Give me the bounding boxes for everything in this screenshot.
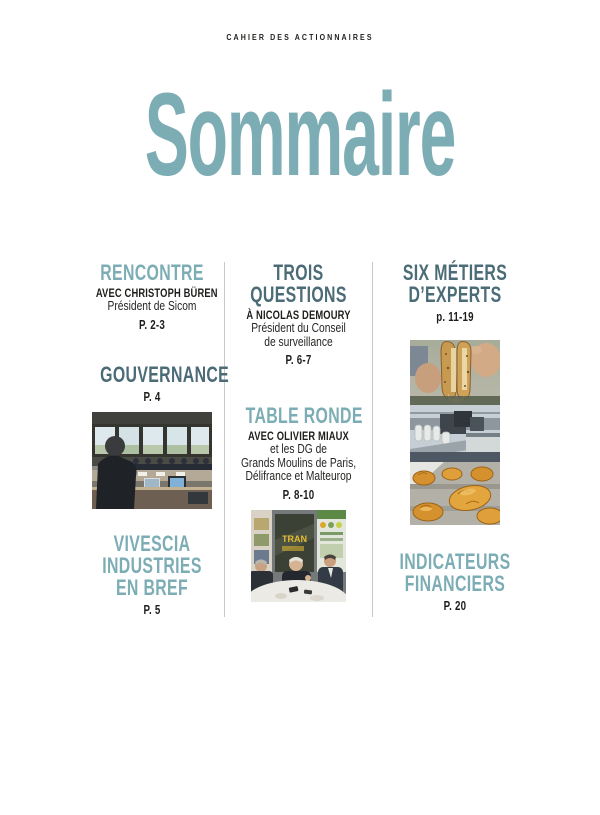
toc-entry-gouvernance[interactable] bbox=[80, 361, 230, 404]
toc-column-2 bbox=[224, 262, 373, 617]
toc-entry-vivescia-industries[interactable] bbox=[80, 530, 224, 617]
entry-subtitle: À NICOLAS DEMOURY bbox=[246, 308, 351, 322]
entry-title-line: QUESTIONS bbox=[250, 282, 347, 307]
entry-title-line: INDICATEURS bbox=[399, 549, 511, 574]
entry-title-line: TROIS bbox=[273, 260, 324, 285]
entry-title-line: D’EXPERTS bbox=[408, 282, 502, 307]
entry-page-number: P. 20 bbox=[443, 598, 467, 613]
entry-subtitle: AVEC OLIVIER MIAUX bbox=[248, 429, 349, 443]
entry-description-line: Président du Conseil bbox=[251, 321, 346, 335]
photo-round-table-discussion bbox=[251, 510, 346, 602]
photo-industrial-plant bbox=[410, 405, 500, 462]
entry-title-line: VIVESCIA bbox=[113, 530, 191, 556]
entry-title: RENCONTRE bbox=[100, 260, 204, 285]
toc-column-1 bbox=[80, 260, 230, 617]
photo-stack-metiers bbox=[410, 340, 500, 525]
toc-entry-rencontre[interactable] bbox=[80, 262, 224, 332]
entry-page-number: P. 4 bbox=[143, 388, 161, 404]
entry-title: GOUVERNANCE bbox=[100, 361, 230, 387]
entry-page-number: P. 6-7 bbox=[285, 352, 312, 367]
entry-description-line: Grands Moulins de Paris, bbox=[240, 455, 357, 470]
entry-title-line: EN BREF bbox=[115, 574, 189, 600]
toc-entry-indicateurs-financiers[interactable] bbox=[373, 551, 537, 613]
toc-entry-table-ronde[interactable] bbox=[225, 405, 372, 502]
toc-entry-trois-questions[interactable] bbox=[225, 262, 372, 367]
toc-column-3 bbox=[373, 262, 537, 617]
photo-croissants-production-line bbox=[410, 462, 500, 525]
entry-subtitle: AVEC CHRISTOPH BÜREN bbox=[95, 286, 218, 300]
toc-columns bbox=[80, 262, 537, 617]
entry-description-line: de surveillance bbox=[264, 334, 333, 349]
poster-text: TRAN bbox=[282, 533, 307, 544]
entry-page-number: P. 8-10 bbox=[282, 486, 315, 502]
section-kicker: CAHIER DES ACTIONNAIRES bbox=[226, 33, 374, 42]
entry-title-line: FINANCIERS bbox=[404, 571, 506, 596]
entry-title-line: SIX MÉTIERS bbox=[402, 260, 508, 285]
entry-title: TABLE RONDE bbox=[245, 403, 363, 428]
page-title: Sommaire bbox=[144, 69, 456, 201]
photo-hands-holding-baguettes bbox=[410, 340, 500, 405]
entry-page-number: p. 11-19 bbox=[436, 309, 474, 324]
entry-page-number: P. 5 bbox=[143, 601, 161, 617]
entry-title-line: INDUSTRIES bbox=[102, 552, 202, 578]
entry-description-line: et les DG de bbox=[270, 442, 327, 456]
entry-page-number: P. 2-3 bbox=[138, 316, 166, 332]
entry-description: Président de Sicom bbox=[107, 299, 197, 313]
photo-boardroom-meeting bbox=[92, 412, 212, 509]
entry-description-line: Délifrance et Malteurop bbox=[245, 469, 352, 483]
toc-entry-six-metiers[interactable] bbox=[373, 262, 537, 324]
